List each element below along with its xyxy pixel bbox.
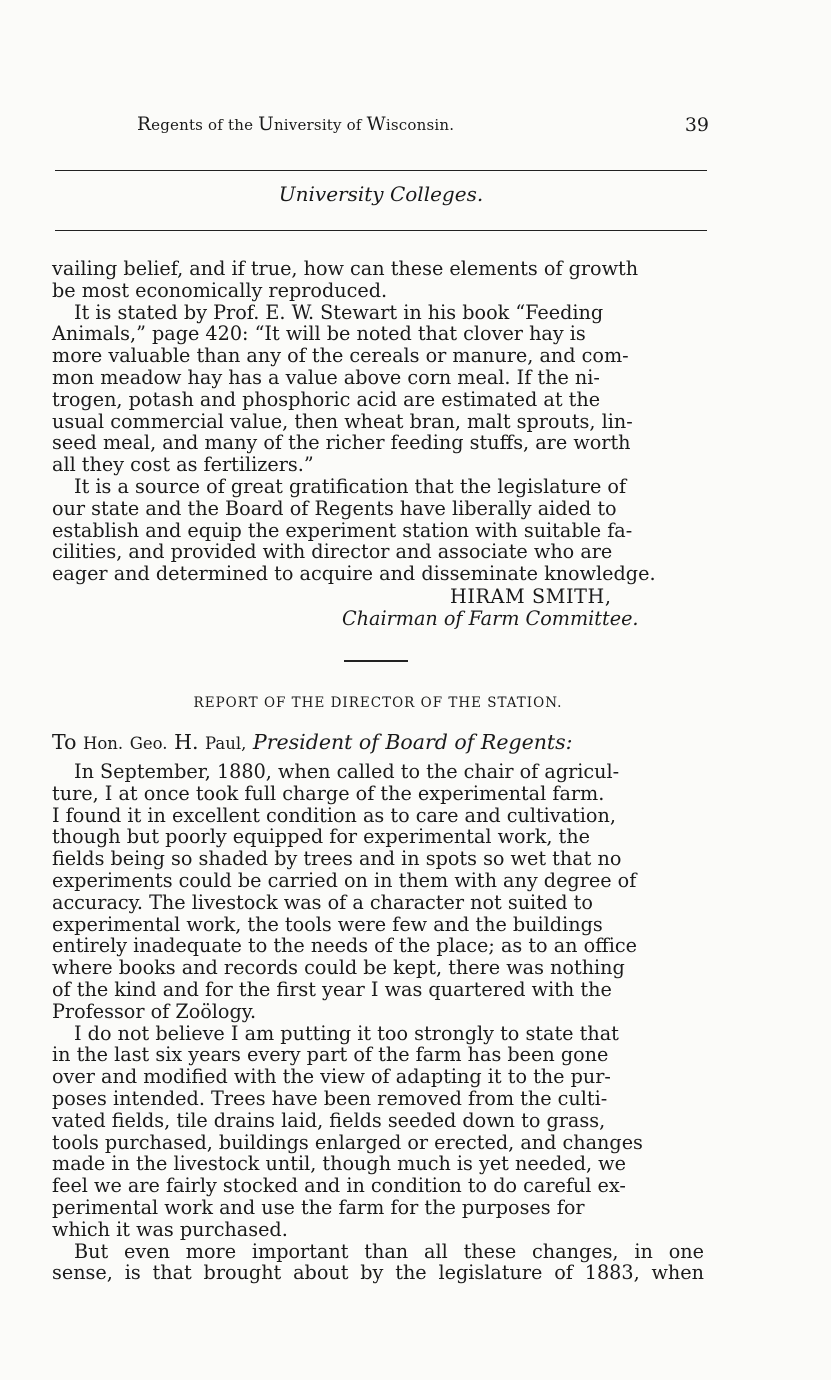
body-text-block-1	[52, 258, 704, 585]
signature-block	[0, 586, 831, 630]
header-rule-top	[55, 170, 707, 171]
paragraph: In September, 1880, when called to the chair of agricul- ture, I at once took full charge of the experimental farm. I found it in excellent condition as to care and cultivation, though but poorly equipped for experimental work, the fields being so shaded by trees and in spots so wet that no experiments could be carried on in them with any degree of accuracy. The livestock was of a character not suited to experimental work, the tools were few and the buildings entirely inadequate to the needs of the place; as to an office where books and records could be kept, there was nothing of the kind and for the first year I was quartered with the Professor of Zoölogy.	[52, 760, 638, 1023]
paragraph: It is a source of great gratification that the legislature of our state and the Board of Regents have liberally aided to establish and equip the experiment station with suitable fa- cilities, and provided with director and associate who are eager and determined to acquire and disseminate knowledge.	[52, 474, 656, 586]
header-rule-bottom	[55, 230, 707, 231]
paragraph: I do not believe I am putting it too strongly to state that in the last six years every part of the farm has been gone over and modified with the view of adapting it to the pur- poses intended. Trees have been removed from the culti- vated fields, tile drains laid, fields seeded down to grass, tools purchased, buildings enlarged or erected, and changes made in the livestock until, though much is yet needed, we feel we are fairly stocked and in condition to do careful ex- perimental work and use the farm for the purposes for which it was purchased.	[52, 1021, 643, 1241]
signature-name: HIRAM SMITH,	[450, 585, 612, 608]
body-text-block-2	[52, 761, 704, 1284]
section-divider	[344, 660, 408, 662]
section-title: University Colleges.	[278, 182, 484, 206]
paragraph: But even more important than all these changes, in one sense, is that brought about by the legislature of 1883, when	[52, 1239, 704, 1285]
running-header	[137, 112, 709, 142]
running-title: Regents of the University of Wisconsin.	[137, 114, 455, 135]
page-number: 39	[684, 114, 709, 136]
paragraph: vailing belief, and if true, how can these elements of growth be most economically reproduced.	[52, 257, 639, 302]
report-heading: REPORT OF THE DIRECTOR OF THE STATION.	[193, 695, 563, 711]
salutation: To Hon. Geo. H. Paul, President of Board of Regents:	[52, 730, 573, 754]
signature-title: Chairman of Farm Committee.	[342, 606, 639, 630]
paragraph: It is stated by Prof. E. W. Stewart in his book “Feeding Animals,” page 420: “It will be noted that clover hay is more valuable than any of the cereals or manure, and com- mon meadow hay has a value above corn meal. If the ni- trogen, potash and phosphoric acid are estimated at the usual commercial value, then wheat bran, malt sprouts, lin- seed meal, and many of the richer feeding stuffs, are worth all they cost as fertilizers.”	[52, 300, 633, 477]
